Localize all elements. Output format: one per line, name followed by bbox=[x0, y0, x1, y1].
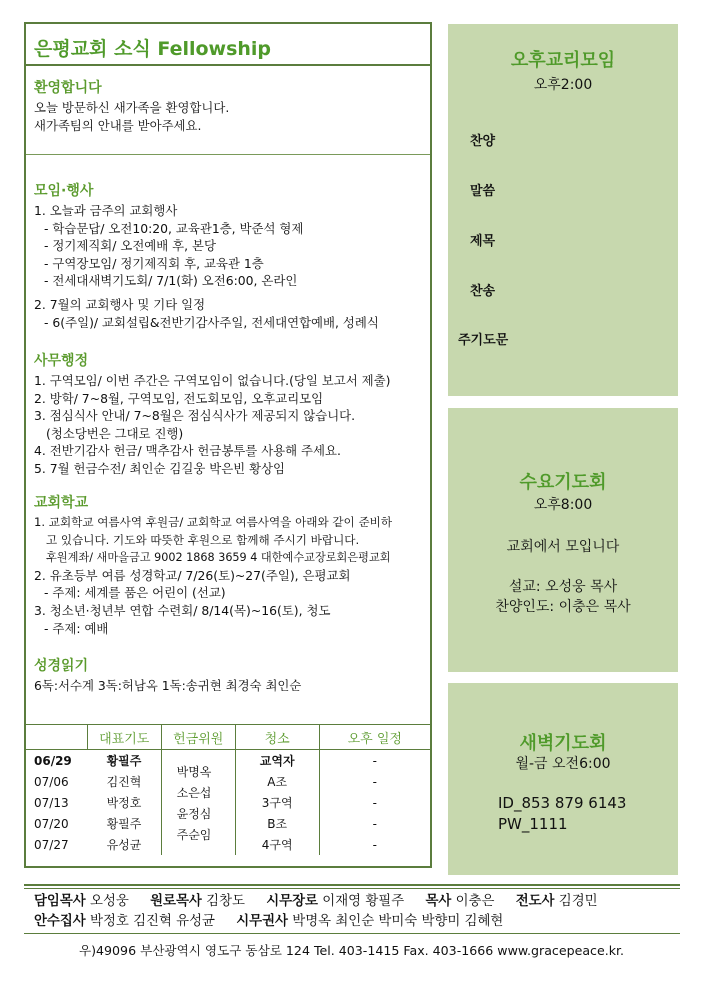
panel-title: 수요기도회 bbox=[519, 472, 607, 493]
schedule-date: 07/27 bbox=[34, 837, 69, 852]
staff-row bbox=[34, 912, 684, 932]
church-address: 우)49096 부산광역시 영도구 동삼로 124 Tel. 403-1415 Fax. 403-1666 www.gracepeace.kr. bbox=[78, 943, 625, 958]
school-line: - 주제: 예배 bbox=[44, 620, 109, 636]
welcome-line: 오늘 방문하신 새가족을 환영합니다. bbox=[34, 100, 230, 115]
school-section bbox=[34, 494, 426, 637]
news-box bbox=[24, 22, 432, 868]
admin-line: 5. 7월 헌금수전/ 최인순 김길웅 박은빈 황상임 bbox=[34, 460, 285, 476]
panel-preacher: 설교: 오성웅 목사 bbox=[508, 579, 618, 595]
offering-member: 박명옥 bbox=[176, 765, 212, 779]
welcome-heading: 환영합니다 bbox=[34, 80, 102, 96]
admin-line: 4. 전반기감사 헌금/ 맥추감사 헌금봉투를 사용해 주세요. bbox=[34, 443, 341, 459]
welcome-line: 새가족팀의 안내를 받아주세요. bbox=[34, 117, 202, 133]
order-item: 주기도문 bbox=[458, 333, 509, 348]
zoom-password: PW_1111 bbox=[498, 815, 568, 833]
schedule-afternoon: - bbox=[319, 813, 430, 834]
events-heading: 모임·행사 bbox=[34, 183, 94, 199]
offering-member: 윤정심 bbox=[176, 807, 212, 821]
reading-heading: 성경읽기 bbox=[34, 658, 89, 674]
schedule-header: 대표기도 bbox=[87, 725, 161, 750]
schedule-cleaning: A조 bbox=[267, 775, 288, 789]
schedule-date: 06/29 bbox=[26, 750, 87, 772]
dawn-prayer-panel bbox=[448, 683, 678, 875]
schedule-date: 07/13 bbox=[34, 795, 69, 810]
newsletter-title: 은평교회 소식 Fellowship bbox=[26, 24, 430, 66]
staff-role: 원로목사 bbox=[150, 894, 202, 909]
order-item: 제목 bbox=[470, 234, 496, 249]
school-line: 3. 청소년·청년부 연합 수련회/ 8/14(목)~16(토), 청도 bbox=[34, 602, 331, 618]
staff-role: 시무권사 bbox=[236, 914, 288, 929]
staff-names: 오성웅 bbox=[90, 894, 129, 909]
panel-title: 오후교리모임 bbox=[510, 50, 616, 71]
staff-role: 안수집사 bbox=[34, 914, 86, 929]
school-line: 2. 유초등부 여름 성경학교/ 7/26(토)~27(주일), 은평교회 bbox=[34, 567, 351, 583]
section-divider bbox=[26, 154, 430, 155]
schedule-prayer: 황필주 bbox=[106, 817, 142, 831]
staff-list bbox=[34, 892, 684, 932]
events-line: 1. 오늘과 금주의 교회행사 bbox=[34, 203, 178, 218]
school-heading: 교회학교 bbox=[34, 495, 89, 511]
schedule-header: 청소 bbox=[235, 725, 319, 750]
admin-line: 2. 방학/ 7~8월, 구역모임, 전도회모임, 오후교리모임 bbox=[34, 390, 324, 406]
events-line: - 학습문답/ 오전10:20, 교육관1층, 박준석 형제 bbox=[44, 220, 304, 236]
admin-line: (청소당번은 그대로 진행) bbox=[46, 425, 184, 441]
welcome-section bbox=[34, 79, 426, 134]
schedule-header-row bbox=[26, 725, 430, 750]
schedule-prayer: 김진혁 bbox=[106, 775, 142, 789]
schedule-afternoon: - bbox=[319, 792, 430, 813]
offering-member: 소은섭 bbox=[176, 786, 212, 800]
school-line: 1. 교회학교 여름사역 후원금/ 교회학교 여름사역을 아래와 같이 준비하 bbox=[34, 515, 393, 529]
footer-rule bbox=[24, 933, 680, 934]
reading-section bbox=[34, 657, 426, 695]
schedule-header: 헌금위원 bbox=[161, 725, 235, 750]
schedule-afternoon: - bbox=[319, 834, 430, 855]
school-line: - 주제: 세계를 품은 어린이 (선교) bbox=[44, 585, 226, 601]
panel-time: 월-금 오전6:00 bbox=[515, 756, 611, 772]
staff-role: 목사 bbox=[425, 894, 452, 909]
schedule-prayer: 황필주 bbox=[87, 750, 161, 772]
schedule-date: 07/20 bbox=[34, 816, 69, 831]
staff-role: 전도사 bbox=[515, 894, 555, 909]
admin-line: 1. 구역모임/ 이번 주간은 구역모임이 없습니다.(당일 보고서 제출) bbox=[34, 373, 391, 388]
footer-rule bbox=[24, 884, 680, 886]
offering-committee-list bbox=[158, 762, 230, 846]
staff-names: 박정호 김진혁 유성균 bbox=[90, 914, 215, 929]
panel-time: 오후2:00 bbox=[533, 77, 593, 93]
order-item: 말씀 bbox=[470, 184, 496, 199]
schedule-prayer: 유성균 bbox=[106, 838, 142, 852]
staff-names: 이재영 황필주 bbox=[322, 894, 405, 909]
schedule-afternoon: - bbox=[319, 750, 430, 772]
schedule-cleaning: 4구역 bbox=[261, 838, 293, 852]
zoom-id: ID_853 879 6143 bbox=[498, 794, 627, 812]
panel-place: 교회에서 모입니다 bbox=[506, 539, 620, 555]
staff-names: 박명옥 최인순 박미숙 박향미 김혜현 bbox=[292, 914, 504, 929]
events-section bbox=[34, 182, 426, 331]
school-line: 후원계좌/ 새마을금고 9002 1868 3659 4 대한예수교장로회은평교회 bbox=[46, 551, 391, 565]
panel-title: 새벽기도회 bbox=[519, 733, 607, 754]
panel-time: 오후8:00 bbox=[533, 497, 593, 513]
order-item: 찬양 bbox=[470, 134, 496, 149]
admin-section bbox=[34, 352, 426, 478]
staff-role: 담임목사 bbox=[34, 894, 86, 909]
staff-names: 이충은 bbox=[455, 894, 495, 909]
events-line: - 정기제직회/ 오전예배 후, 본당 bbox=[44, 238, 216, 254]
events-line: - 구역장모임/ 정기제직회 후, 교육관 1층 bbox=[44, 255, 264, 271]
schedule-cleaning: 3구역 bbox=[261, 796, 293, 810]
admin-heading: 사무행정 bbox=[34, 353, 89, 369]
events-line: - 6(주일)/ 교회설립&전반기감사주일, 전세대연합예배, 성례식 bbox=[44, 314, 379, 330]
reading-line: 6독:서수계 3독:허남옥 1독:송귀현 최경숙 최인순 bbox=[34, 678, 302, 693]
order-item: 찬송 bbox=[470, 284, 496, 299]
afternoon-study-panel bbox=[448, 24, 678, 396]
admin-line: 3. 점심식사 안내/ 7~8월은 점심식사가 제공되지 않습니다. bbox=[34, 408, 356, 424]
schedule-date: 07/06 bbox=[34, 774, 69, 789]
events-line: 2. 7월의 교회행사 및 기타 일정 bbox=[34, 296, 206, 312]
school-line: 고 있습니다. 기도와 따뜻한 후원으로 함께해 주시기 바랍니다. bbox=[46, 532, 360, 547]
wednesday-prayer-panel bbox=[448, 408, 678, 672]
schedule-cleaning: 교역자 bbox=[235, 750, 319, 772]
schedule-header bbox=[26, 725, 87, 750]
staff-names: 김경민 bbox=[558, 894, 598, 909]
staff-row bbox=[34, 892, 684, 912]
staff-role: 시무장로 bbox=[266, 894, 318, 909]
staff-names: 김창도 bbox=[206, 894, 245, 909]
schedule-afternoon: - bbox=[319, 771, 430, 792]
panel-leader: 찬양인도: 이충은 목사 bbox=[495, 599, 631, 615]
offering-member: 주순임 bbox=[176, 828, 212, 842]
schedule-prayer: 박정호 bbox=[106, 796, 142, 810]
schedule-header: 오후 일정 bbox=[319, 725, 430, 750]
events-line: - 전세대새벽기도회/ 7/1(화) 오전6:00, 온라인 bbox=[44, 273, 298, 289]
schedule-cleaning: B조 bbox=[267, 817, 288, 831]
footer-rule bbox=[24, 888, 680, 889]
